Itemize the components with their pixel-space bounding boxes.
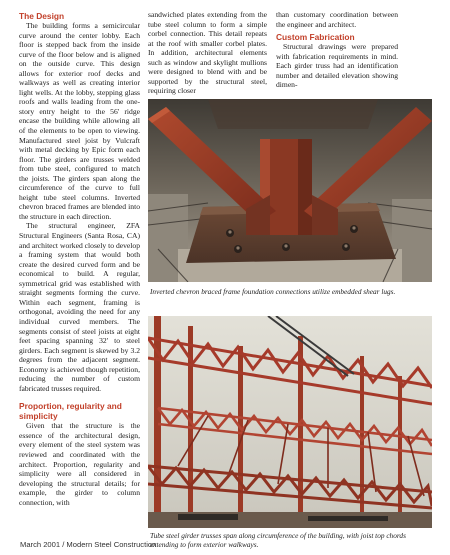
foundation-connection-illustration [148,99,432,282]
foundation-connection-photo [148,99,432,282]
paragraph-design-2: The structural engineer, ZFA Structural Engineers (Santa Rosa, CA) and architect worked closely to develop a framing system that would both create the desired curved form and be economical to build. A regular, symmetrical grid was established with straight segments forming the curve. Within each segment, framing is orthogonal, avoiding the need for any individual curved members. The segments consist of steel joists at eight feet spacing spanning 32' to steel girders. Each segment is skewed by 3.2 degrees from the adjacent segment. Economy is achieved though repetition, reducing the number of custom fabricated trusses required. [19,221,140,393]
heading-proportion: Proportion, regularity and simplicity [19,401,122,422]
photo-caption-foundation: Inverted chevron braced frame foundation connections utilize embedded shear lugs. [150,287,396,296]
paragraph-proportion-1: Given that the structure is the essence of the architectural design, every element of the steel system was reviewed and coordinated with the architect. Proportion, regularity and simplicity were all considered in developing the structural details; for example, the girder to column connection, with [19,421,140,507]
article-column-3 [276,10,398,90]
paragraph-design-1: The building forms a semicircular curve around the center lobby. Each floor is stepped back from the inside curve of the floor below and is aligned on the outside curve. This design allows for exterior roof decks and walkways as well as creating interior light wells. At the lobby, stepping glass roofs and walls leading from the one-story entry height to the 56' ridge encase the building while allowing all of the elements to be open to viewing. Manufactured steel joist by Vulcraft with metal decking by Epic form each floor. The girders are trusses welded from tube steel, configured to match the joists. The girders span along the circumference of the curve to full height tube steel columns. Inverted chevron braced frames are blended into the structure in each direction. [19,21,140,221]
article-column-2 [148,10,267,96]
heading-the-design: The Design [19,11,65,21]
page-footer: March 2001 / Modern Steel Construction [20,540,157,549]
paragraph-fabrication-1: Structural drawings were prepared with fabrication requirements in mind. Each girder truss had an identification number and detailed elevation showing dimen- [276,42,398,90]
girder-trusses-illustration [148,316,432,528]
paragraph-continued-2: than customary coordination between the engineer and architect. [276,10,398,29]
heading-custom-fabrication: Custom Fabrication [276,32,355,43]
paragraph-continued: sandwiched plates extending from the tube steel column to form a simple corbel connection. This detail repeats at the roof with smaller corbel plates. In addition, architectural elements such as window and skylight mullions were designed to blend with and be supported by the structural steel, requiring closer [148,10,267,96]
photo-caption-girder-trusses: Tube steel girder trusses span along circumference of the building, with joist top chords extending to form exterior walkways. [150,531,406,549]
article-column-1 [19,10,140,507]
girder-trusses-photo [148,316,432,528]
